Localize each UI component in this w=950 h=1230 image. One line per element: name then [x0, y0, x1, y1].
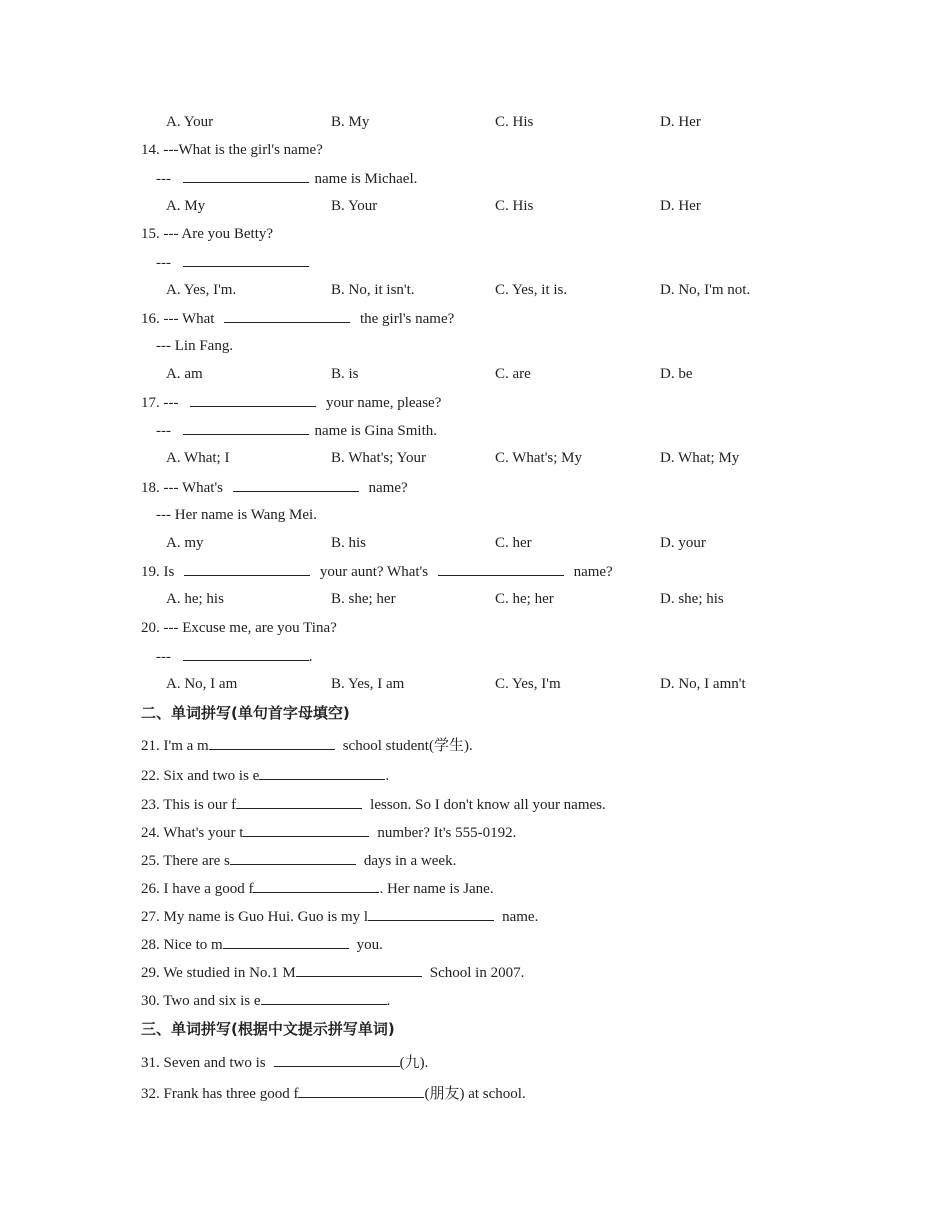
q14-answer-suffix: name is Michael.	[314, 171, 418, 187]
q32-prefix: 32. Frank has three good f	[141, 1086, 299, 1102]
q24-suffix: number? It's 555-0192.	[377, 825, 517, 841]
q15-options	[0, 280, 950, 300]
q29-blank[interactable]	[296, 962, 422, 977]
q27-line	[141, 906, 538, 926]
q18-option-b: B. his	[331, 535, 367, 551]
q13-option-b: B. My	[331, 114, 370, 130]
q27-blank[interactable]	[368, 906, 494, 921]
q26-line	[141, 878, 494, 898]
q20-option-a: A. No, I am	[166, 676, 238, 692]
q17-option-a: A. What; I	[166, 450, 230, 466]
q13-option-d: D. Her	[660, 114, 701, 130]
q25-prefix: 25. There are s	[141, 853, 230, 869]
q18-options	[0, 533, 950, 553]
q19-blank-1[interactable]	[184, 561, 310, 576]
q17-question-blank[interactable]	[190, 392, 316, 407]
q17-option-d: D. What; My	[660, 450, 740, 466]
q20-answer-blank[interactable]	[183, 646, 309, 661]
q14-option-b: B. Your	[331, 198, 378, 214]
q28-suffix: you.	[356, 937, 383, 953]
q32-suffix: (朋友) at school.	[424, 1086, 526, 1102]
q18-blank[interactable]	[233, 477, 359, 492]
q17-stem	[141, 392, 441, 412]
q19-stem-prefix: 19. Is	[141, 564, 175, 580]
q18-option-d: D. your	[660, 535, 706, 551]
q25-line	[141, 850, 456, 870]
q22-line	[141, 765, 389, 785]
q20-options	[0, 674, 950, 694]
q30-suffix: .	[386, 993, 391, 1009]
q16-stem	[141, 308, 454, 328]
q13-options	[0, 112, 950, 132]
q14-answer-blank[interactable]	[183, 168, 309, 183]
q26-prefix: 26. I have a good f	[141, 881, 254, 897]
q19-stem-middle: your aunt? What's	[319, 564, 429, 580]
q14-answer-prefix: ---	[156, 171, 171, 187]
q20-answer-line	[156, 646, 313, 666]
q20-option-b: B. Yes, I am	[331, 676, 405, 692]
q15-option-d: D. No, I'm not.	[660, 282, 751, 298]
q30-line	[141, 990, 390, 1010]
q17-stem-prefix: 17. ---	[141, 395, 179, 411]
q13-option-c: C. His	[495, 114, 534, 130]
q26-blank[interactable]	[253, 878, 379, 893]
q19-stem	[141, 561, 613, 581]
q29-line	[141, 962, 524, 982]
q15-stem: 15. --- Are you Betty?	[141, 226, 274, 242]
q19-option-b: B. she; her	[331, 591, 396, 607]
q22-prefix: 22. Six and two is e	[141, 768, 260, 784]
q22-blank[interactable]	[259, 765, 385, 780]
q18-option-c: C. her	[495, 535, 532, 551]
q25-suffix: days in a week.	[363, 853, 457, 869]
q22-suffix: .	[385, 768, 390, 784]
q23-line	[141, 794, 606, 814]
q19-blank-2[interactable]	[438, 561, 564, 576]
q16-stem-prefix: 16. --- What	[141, 311, 215, 327]
q24-line	[141, 822, 516, 842]
q23-prefix: 23. This is our f	[141, 797, 237, 813]
q27-suffix: name.	[502, 909, 539, 925]
q16-option-b: B. is	[331, 366, 359, 382]
q18-stem	[141, 477, 408, 497]
q32-blank[interactable]	[298, 1083, 424, 1098]
q31-line	[141, 1052, 428, 1072]
q20-answer-suffix: .	[308, 649, 313, 665]
q20-answer-prefix: ---	[156, 649, 171, 665]
q15-answer-line	[156, 252, 311, 272]
q14-option-c: C. His	[495, 198, 534, 214]
q18-stem-prefix: 18. --- What's	[141, 480, 223, 496]
q30-prefix: 30. Two and six is e	[141, 993, 261, 1009]
q21-prefix: 21. I'm a m	[141, 738, 209, 754]
q31-prefix: 31. Seven and two is	[141, 1055, 266, 1071]
q24-blank[interactable]	[243, 822, 369, 837]
q16-answer: --- Lin Fang.	[156, 338, 234, 354]
q17-answer-line	[156, 420, 437, 440]
q19-options	[0, 589, 950, 609]
q14-answer-line	[156, 168, 417, 188]
q16-option-a: A. am	[166, 366, 203, 382]
q17-answer-blank[interactable]	[183, 420, 309, 435]
q14-options	[0, 196, 950, 216]
q21-blank[interactable]	[209, 735, 335, 750]
q28-prefix: 28. Nice to m	[141, 937, 223, 953]
q26-suffix: . Her name is Jane.	[379, 881, 494, 897]
q16-blank[interactable]	[224, 308, 350, 323]
q17-answer-suffix: name is Gina Smith.	[314, 423, 437, 439]
q28-blank[interactable]	[223, 934, 349, 949]
q14-option-a: A. My	[166, 198, 206, 214]
q15-answer-prefix: ---	[156, 255, 171, 271]
q14-stem: 14. ---What is the girl's name?	[141, 142, 323, 158]
q19-stem-suffix: name?	[573, 564, 613, 580]
q20-option-c: C. Yes, I'm	[495, 676, 561, 692]
q18-stem-suffix: name?	[368, 480, 408, 496]
q32-line	[141, 1083, 526, 1103]
q16-stem-suffix: the girl's name?	[359, 311, 455, 327]
q24-prefix: 24. What's your t	[141, 825, 244, 841]
q16-option-c: C. are	[495, 366, 531, 382]
q19-option-a: A. he; his	[166, 591, 224, 607]
q15-option-b: B. No, it isn't.	[331, 282, 415, 298]
q29-prefix: 29. We studied in No.1 M	[141, 965, 296, 981]
section-3-heading: 三、单词拼写(根据中文提示拼写单词)	[141, 1020, 395, 1038]
q17-stem-suffix: your name, please?	[326, 395, 442, 411]
q30-blank[interactable]	[261, 990, 387, 1005]
q31-suffix: (九).	[399, 1055, 429, 1071]
q27-prefix: 27. My name is Guo Hui. Guo is my l	[141, 909, 369, 925]
q21-suffix: school student(学生).	[342, 738, 473, 754]
q14-option-d: D. Her	[660, 198, 701, 214]
q16-option-d: D. be	[660, 366, 693, 382]
q15-option-c: C. Yes, it is.	[495, 282, 568, 298]
q20-stem: 20. --- Excuse me, are you Tina?	[141, 620, 337, 636]
q16-options	[0, 364, 950, 384]
q25-blank[interactable]	[230, 850, 356, 865]
q15-option-a: A. Yes, I'm.	[166, 282, 237, 298]
q29-suffix: School in 2007.	[429, 965, 525, 981]
q13-option-a: A. Your	[166, 114, 214, 130]
q19-option-c: C. he; her	[495, 591, 554, 607]
q17-option-c: C. What's; My	[495, 450, 583, 466]
q17-options	[0, 448, 950, 468]
q17-option-b: B. What's; Your	[331, 450, 426, 466]
q17-answer-prefix: ---	[156, 423, 171, 439]
q20-option-d: D. No, I amn't	[660, 676, 746, 692]
q19-option-d: D. she; his	[660, 591, 724, 607]
q18-answer: --- Her name is Wang Mei.	[156, 507, 317, 523]
q28-line	[141, 934, 383, 954]
q23-suffix: lesson. So I don't know all your names.	[370, 797, 606, 813]
q15-answer-blank[interactable]	[183, 252, 309, 267]
q23-blank[interactable]	[236, 794, 362, 809]
section-2-heading: 二、单词拼写(单句首字母填空)	[141, 704, 350, 722]
q31-blank[interactable]	[274, 1052, 400, 1067]
q21-line	[141, 735, 473, 755]
q18-option-a: A. my	[166, 535, 204, 551]
